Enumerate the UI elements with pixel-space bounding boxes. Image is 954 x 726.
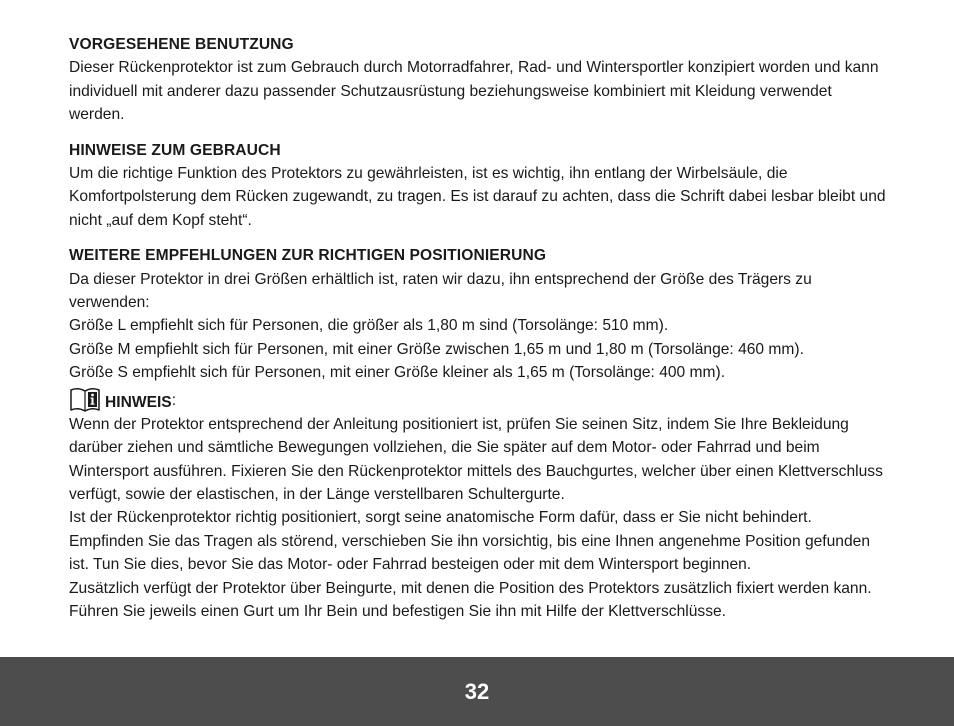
note-paragraph: Ist der Rückenprotektor richtig positioniert, sorgt seine anatomische Form dafür, dass er Sie nicht behindert. Empfinden Sie das Tragen als störend, verschieben Sie ihn vorsichtig, bis eine Ihnen angenehme Position gefunden ist. Tun Sie dies, bevor Sie das Motor- oder Fahrrad besteigen oder mit dem Wintersport beginnen. (69, 509, 870, 574)
note-title: HINWEIS (105, 393, 172, 411)
note-box (69, 385, 889, 624)
page-number: 32 (464, 678, 490, 704)
section-paragraph: Da dieser Protektor in drei Größen erhältlich ist, raten wir dazu, ihn entsprechend der Größe des Trägers zu verwenden: (69, 270, 812, 312)
section-heading: VORGESEHENE BENUTZUNG (69, 36, 294, 53)
page-footer (0, 657, 954, 726)
section-usage-notes (69, 139, 889, 233)
section-paragraph: Dieser Rückenprotektor ist zum Gebrauch durch Motorradfahrer, Rad- und Wintersportler konzipiert worden und kann individuell mit anderer dazu passender Schutzausrüstung beziehungsweise kombiniert mit Kleidung verwendet werden. (69, 59, 879, 124)
section-positioning (69, 244, 889, 384)
note-title-colon: : (171, 392, 177, 410)
section-intended-use (69, 33, 889, 127)
note-paragraph: Wenn der Protektor entsprechend der Anleitung positioniert ist, prüfen Sie seinen Sitz, indem Sie Ihre Bekleidung darüber ziehen und sämtliche Bewegungen vollziehen, die Sie später auf dem Motor- oder Fahrrad und beim Wintersport ausführen. Fixieren Sie den Rückenprotektor mittels des Bauchgurtes, welcher über einen Klettverschluss verfügt, sowie der elastischen, in der Länge verstellbaren Schultergurte. (69, 415, 883, 503)
size-l-line: Größe L empfiehlt sich für Personen, die größer als 1,80 m sind (Torsolänge: 510 mm). (69, 317, 669, 335)
size-s-line: Größe S empfiehlt sich für Personen, mit einer Größe kleiner als 1,65 m (Torsolänge: 400 mm). (69, 364, 726, 382)
note-header (69, 385, 889, 413)
section-heading: HINWEISE ZUM GEBRAUCH (69, 141, 281, 159)
document-body (69, 33, 889, 623)
note-paragraph: Zusätzlich verfügt der Protektor über Beingurte, mit denen die Position des Protektors zusätzlich fixiert werden kann. Führen Sie jeweils einen Gurt um Ihr Bein und befestigen Sie ihn mit Hilfe der Klettverschlüsse. (69, 579, 872, 620)
info-book-icon (69, 387, 101, 413)
section-heading: WEITERE EMPFEHLUNGEN ZUR RICHTIGEN POSITIONIERUNG (69, 247, 547, 265)
section-paragraph: Um die richtige Funktion des Protektors zu gewährleisten, ist es wichtig, ihn entlang der Wirbelsäule, die Komfortpolsterung dem Rücken zugewandt, zu tragen. Es ist darauf zu achten, dass die Schrift dabei lesbar bleibt und nicht „auf dem Kopf steht“. (69, 165, 886, 229)
size-m-line: Größe M empfiehlt sich für Personen, mit einer Größe zwischen 1,65 m und 1,80 m (Torsolänge: 460 mm). (69, 340, 804, 358)
